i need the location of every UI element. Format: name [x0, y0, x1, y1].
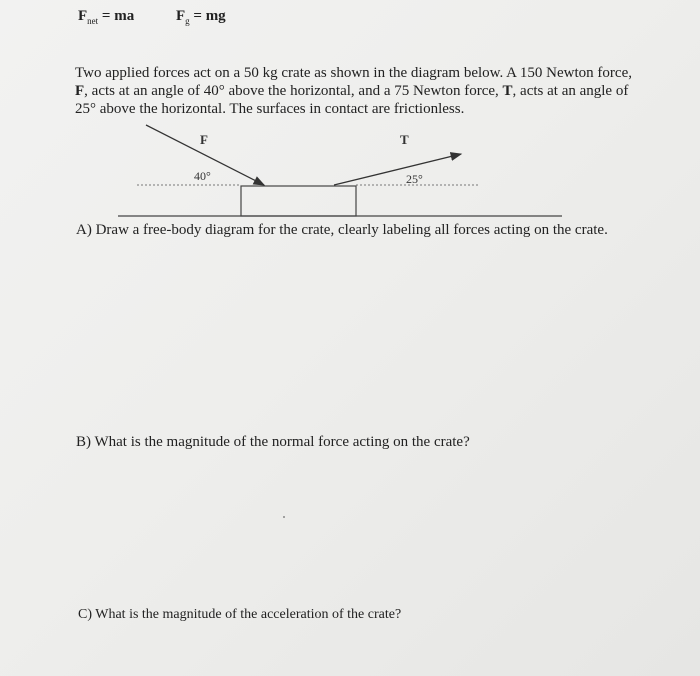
question-b: B) What is the magnitude of the normal force acting on the crate? [76, 434, 470, 450]
question-a: A) Draw a free-body diagram for the crate, clearly labeling all forces acting on the crate. [76, 222, 608, 238]
force-t-arrow [334, 154, 461, 185]
fg-subscript: g [185, 16, 190, 26]
problem-text-2: , acts at an angle of 40° above the horizontal, and a 75 Newton force, [84, 83, 503, 99]
problem-text-1: Two applied forces act on a 50 kg crate as shown in the diagram below. A 150 Newton force, [75, 65, 632, 81]
force-f-symbol: F [75, 83, 85, 99]
force-f-label: F [200, 132, 208, 147]
problem-text-3: , acts at an angle of 25° above the horizontal. The surfaces in contact are frictionless. [75, 83, 629, 117]
fnet-symbol: F [78, 8, 88, 24]
paper-speck [283, 516, 285, 518]
fnet-rhs: = ma [101, 8, 135, 24]
angle-f-label: 40° [194, 169, 211, 183]
fg-rhs: = mg [193, 8, 226, 24]
fg-symbol: F [175, 8, 186, 24]
force-t-symbol: T [502, 83, 513, 99]
force-t-label: T [400, 132, 409, 147]
question-c: C) What is the magnitude of the acceleration of the crate? [78, 607, 402, 622]
crate-box [241, 186, 356, 216]
angle-t-label: 25° [406, 172, 423, 186]
fnet-subscript: net [87, 16, 99, 26]
